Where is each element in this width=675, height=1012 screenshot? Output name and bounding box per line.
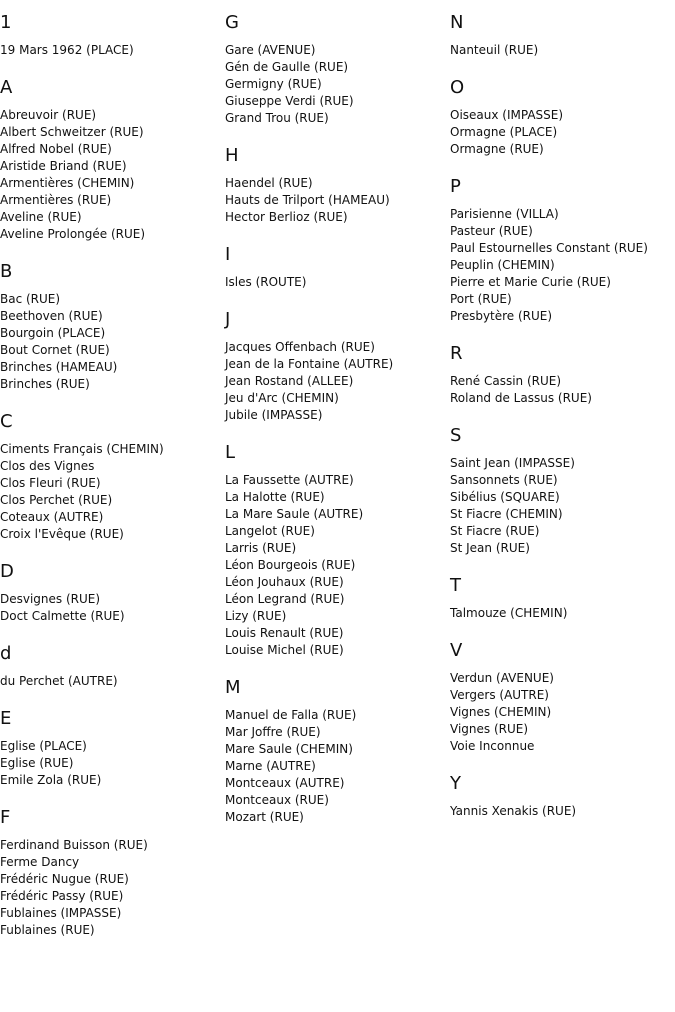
street-link[interactable]: Montceaux (AUTRE) <box>225 776 345 790</box>
street-link[interactable]: Sibélius (SQUARE) <box>450 490 560 504</box>
street-link[interactable]: Voie Inconnue <box>450 739 535 753</box>
street-link[interactable]: Mar Joffre (RUE) <box>225 725 321 739</box>
section-letter-heading: I <box>225 244 231 265</box>
street-link[interactable]: Jean de la Fontaine (AUTRE) <box>225 357 394 371</box>
street-link[interactable]: Ciments Français (CHEMIN) <box>0 442 164 456</box>
letter-section <box>225 12 447 127</box>
street-link[interactable]: St Fiacre (CHEMIN) <box>450 507 563 521</box>
letter-section <box>0 411 222 543</box>
letter-section <box>0 708 222 789</box>
section-letter-heading: J <box>225 309 231 330</box>
street-link[interactable]: St Fiacre (RUE) <box>450 524 540 538</box>
street-link[interactable]: Nanteuil (RUE) <box>450 43 539 57</box>
street-link[interactable]: Mare Saule (CHEMIN) <box>225 742 353 756</box>
index-column-1 <box>0 12 222 957</box>
street-link[interactable]: Talmouze (CHEMIN) <box>450 606 568 620</box>
street-link[interactable]: Aveline Prolongée (RUE) <box>0 227 146 241</box>
index-column-2 <box>225 12 447 844</box>
street-link[interactable]: Louise Michel (RUE) <box>225 643 344 657</box>
street-link[interactable]: Ormagne (RUE) <box>450 142 544 156</box>
section-letter-heading: Y <box>450 773 461 794</box>
street-link[interactable]: St Jean (RUE) <box>450 541 530 555</box>
section-letter-heading: C <box>0 411 13 432</box>
street-link[interactable]: Germigny (RUE) <box>225 77 322 91</box>
street-link[interactable]: Fublaines (IMPASSE) <box>0 906 122 920</box>
street-link[interactable]: Eglise (PLACE) <box>0 739 87 753</box>
section-letter-heading: N <box>450 12 464 33</box>
street-link[interactable]: Doct Calmette (RUE) <box>0 609 125 623</box>
section-letter-heading: A <box>0 77 13 98</box>
street-link[interactable]: Gare (AVENUE) <box>225 43 316 57</box>
street-link[interactable]: Brinches (RUE) <box>0 377 90 391</box>
street-link[interactable]: Verdun (AVENUE) <box>450 671 554 685</box>
section-letter-heading: H <box>225 145 239 166</box>
section-letter-heading: T <box>450 575 461 596</box>
section-letter-heading: L <box>225 442 236 463</box>
street-link[interactable]: Vergers (AUTRE) <box>450 688 549 702</box>
street-link[interactable]: 19 Mars 1962 (PLACE) <box>0 43 134 57</box>
street-link[interactable]: Yannis Xenakis (RUE) <box>450 804 577 818</box>
letter-section <box>225 244 447 291</box>
street-link[interactable]: Frédéric Passy (RUE) <box>0 889 124 903</box>
section-letter-heading: D <box>0 561 14 582</box>
index-column-3 <box>450 12 672 838</box>
street-link[interactable]: Clos Fleuri (RUE) <box>0 476 101 490</box>
street-link[interactable]: Oiseaux (IMPASSE) <box>450 108 564 122</box>
street-link[interactable]: La Faussette (AUTRE) <box>225 473 354 487</box>
street-link[interactable]: Jacques Offenbach (RUE) <box>225 340 375 354</box>
street-link[interactable]: Bourgoin (PLACE) <box>0 326 106 340</box>
letter-section <box>450 12 672 59</box>
letter-section <box>225 677 447 826</box>
street-link[interactable]: Vignes (RUE) <box>450 722 529 736</box>
letter-section <box>450 425 672 557</box>
street-link[interactable]: Peuplin (CHEMIN) <box>450 258 555 272</box>
street-link[interactable]: Montceaux (RUE) <box>225 793 329 807</box>
street-link[interactable]: Armentières (CHEMIN) <box>0 176 135 190</box>
section-letter-heading: F <box>0 807 11 828</box>
street-link[interactable]: Fublaines (RUE) <box>0 923 95 937</box>
section-letter-heading: S <box>450 425 462 446</box>
street-link[interactable]: Manuel de Falla (RUE) <box>225 708 357 722</box>
letter-section <box>450 773 672 820</box>
street-link[interactable]: Abreuvoir (RUE) <box>0 108 97 122</box>
letter-section <box>0 561 222 625</box>
section-letter-heading: M <box>225 677 241 698</box>
street-link[interactable]: La Halotte (RUE) <box>225 490 325 504</box>
street-link[interactable]: Bac (RUE) <box>0 292 61 306</box>
street-link[interactable]: Emile Zola (RUE) <box>0 773 102 787</box>
street-link[interactable]: Presbytère (RUE) <box>450 309 553 323</box>
street-link[interactable]: La Mare Saule (AUTRE) <box>225 507 364 521</box>
section-letter-heading: O <box>450 77 465 98</box>
street-link[interactable]: Ormagne (PLACE) <box>450 125 558 139</box>
section-letter-heading: d <box>0 643 12 664</box>
street-link[interactable]: Ferdinand Buisson (RUE) <box>0 838 148 852</box>
street-link[interactable]: Parisienne (VILLA) <box>450 207 559 221</box>
letter-section <box>450 575 672 622</box>
letter-section <box>225 309 447 424</box>
street-link[interactable]: Hauts de Trilport (HAMEAU) <box>225 193 390 207</box>
street-link[interactable]: Sansonnets (RUE) <box>450 473 558 487</box>
street-link[interactable]: Clos Perchet (RUE) <box>0 493 113 507</box>
letter-section <box>450 77 672 158</box>
letter-section <box>450 176 672 325</box>
street-link[interactable]: Marne (AUTRE) <box>225 759 316 773</box>
section-letter-heading: G <box>225 12 239 33</box>
street-link[interactable]: Paul Estournelles Constant (RUE) <box>450 241 648 255</box>
street-link[interactable]: Léon Jouhaux (RUE) <box>225 575 344 589</box>
street-link[interactable]: Larris (RUE) <box>225 541 297 555</box>
letter-section <box>0 643 222 690</box>
section-letter-heading: E <box>0 708 12 729</box>
street-link[interactable]: Saint Jean (IMPASSE) <box>450 456 575 470</box>
street-link[interactable]: Jubile (IMPASSE) <box>225 408 323 422</box>
street-link[interactable]: Brinches (HAMEAU) <box>0 360 118 374</box>
street-link[interactable]: Léon Legrand (RUE) <box>225 592 345 606</box>
street-link[interactable]: Pierre et Marie Curie (RUE) <box>450 275 611 289</box>
street-link[interactable]: Langelot (RUE) <box>225 524 315 538</box>
letter-section <box>225 145 447 226</box>
street-link[interactable]: Pasteur (RUE) <box>450 224 533 238</box>
street-link[interactable]: Albert Schweitzer (RUE) <box>0 125 144 139</box>
street-link[interactable]: Aristide Briand (RUE) <box>0 159 127 173</box>
street-link[interactable]: René Cassin (RUE) <box>450 374 562 388</box>
street-link[interactable]: Clos des Vignes <box>0 459 95 473</box>
street-link[interactable]: du Perchet (AUTRE) <box>0 674 118 688</box>
letter-section <box>450 640 672 755</box>
letter-section <box>0 77 222 243</box>
street-link[interactable]: Léon Bourgeois (RUE) <box>225 558 356 572</box>
letter-section <box>0 807 222 939</box>
street-link[interactable]: Giuseppe Verdi (RUE) <box>225 94 354 108</box>
street-link[interactable]: Croix l'Evêque (RUE) <box>0 527 124 541</box>
street-link[interactable]: Hector Berlioz (RUE) <box>225 210 348 224</box>
letter-section <box>450 343 672 407</box>
street-link[interactable]: Port (RUE) <box>450 292 512 306</box>
section-letter-heading: B <box>0 261 13 282</box>
street-link[interactable]: Louis Renault (RUE) <box>225 626 344 640</box>
section-letter-heading: V <box>450 640 463 661</box>
street-link[interactable]: Alfred Nobel (RUE) <box>0 142 112 156</box>
street-link[interactable]: Grand Trou (RUE) <box>225 111 329 125</box>
street-link[interactable]: Jeu d'Arc (CHEMIN) <box>225 391 339 405</box>
street-link[interactable]: Aveline (RUE) <box>0 210 82 224</box>
street-link[interactable]: Haendel (RUE) <box>225 176 313 190</box>
street-link[interactable]: Roland de Lassus (RUE) <box>450 391 592 405</box>
street-link[interactable]: Isles (ROUTE) <box>225 275 307 289</box>
street-link[interactable]: Coteaux (AUTRE) <box>0 510 104 524</box>
letter-section <box>0 12 222 59</box>
street-link[interactable]: Frédéric Nugue (RUE) <box>0 872 129 886</box>
street-link[interactable]: Bout Cornet (RUE) <box>0 343 110 357</box>
street-link[interactable]: Armentières (RUE) <box>0 193 112 207</box>
street-link[interactable]: Jean Rostand (ALLEE) <box>225 374 354 388</box>
street-link[interactable]: Lizy (RUE) <box>225 609 287 623</box>
section-letter-heading: 1 <box>0 12 12 33</box>
section-letter-heading: R <box>450 343 463 364</box>
street-link[interactable]: Gén de Gaulle (RUE) <box>225 60 349 74</box>
street-link[interactable]: Mozart (RUE) <box>225 810 304 824</box>
street-link[interactable]: Beethoven (RUE) <box>0 309 103 323</box>
letter-section <box>0 261 222 393</box>
letter-section <box>225 442 447 659</box>
street-link[interactable]: Vignes (CHEMIN) <box>450 705 552 719</box>
street-link[interactable]: Eglise (RUE) <box>0 756 74 770</box>
section-letter-heading: P <box>450 176 461 197</box>
street-link[interactable]: Desvignes (RUE) <box>0 592 101 606</box>
street-link[interactable]: Ferme Dancy <box>0 855 80 869</box>
